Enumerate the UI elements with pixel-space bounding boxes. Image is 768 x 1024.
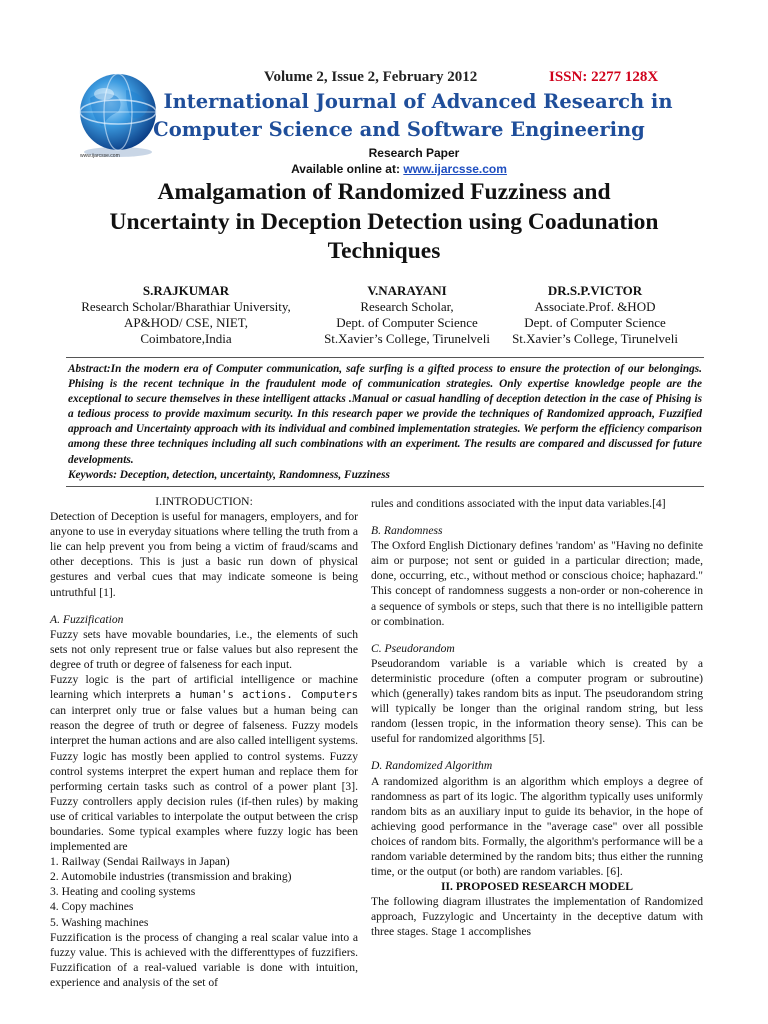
randomized-algorithm-paragraph: A randomized algorithm is an algorithm which employs a degree of randomness as part of its logic. The algorithm typically uses uniformly random bits as an auxiliary input to guide its behavior, in the hope of achieving good performance in the "average case" over all possible choices of random bits. Formally, the algorithm's performance will be a random variable determined by the random bits; thus either the running time, or the output (or both) are random variables. [6]. [371,774,703,879]
available-label: Available online at: [291,162,404,176]
title-line3: Techniques [327,238,441,264]
subsection-pseudorandom: C. Pseudorandom [371,641,455,655]
abstract-text: Abstract:In the modern era of Computer communication, safe surfing is a gifted process to ensure the protection of our belongings. Phising is the recent technique in the fraudulent mode of communication strategies. Only expertise knowledge people are the exceptional to secure themselves in these intelligent attacks .Manual or casual handling of deception detection in the case of Phising is a tedious process to provide maximum security. In this research paper we provide the techniques of Randomized approach, Fuzzified approach and Uncertainty approach with its individual and combined implementation strategies. We perform the efficiency comparison among these three techniques including all such combinations with an experiment. The results are compared and discussed for future developments. [68,363,702,466]
issn: ISSN: 2277 128X [549,69,659,85]
section-heading-introduction: I.INTRODUCTION: [155,495,253,508]
author-affiliation: Dept. of Computer Science [524,315,666,330]
journal-url-link[interactable]: www.ijarcsse.com [403,162,507,176]
list-item: 1. Railway (Sendai Railways in Japan) [50,855,230,869]
author-affiliation: Research Scholar/Bharathiar University, [81,299,291,314]
list-item: 2. Automobile industries (transmission and braking) [50,870,292,884]
author-2 [312,283,502,347]
abstract-box [66,357,704,487]
left-column [50,494,358,990]
right-column [371,496,703,940]
author-affiliation: Research Scholar, [360,299,454,314]
author-affiliation: St.Xavier’s College, Tirunelveli [324,331,490,346]
fuzzification-paragraph-2: Fuzzy logic is the part of artificial intelligence or machine learning which interprets a human's actions. Computers can interpret only true or false values but a human being can reason the degree of truth or degree of falseness. Fuzzy models interpret the human actions and are also called intelligent systems. Fuzzy logic has mostly been applied to control systems. Fuzzy control systems interpret the expert human and replace them for performing certain tasks such as control of a power plant [3]. Fuzzy controllers apply decision rules (if-then rules) by making use of critical variables to interpolate the output between the crisp boundaries. Some typical examples where fuzzy logic has been implemented are [50,673,358,854]
list-item: 4. Copy machines [50,900,134,914]
list-item: 3. Heating and cooling systems [50,885,196,899]
model-paragraph: The following diagram illustrates the implementation of Randomized approach, Fuzzylogic and Uncertainty in the deceptive datum with three stages. Stage 1 accomplishes [371,895,703,939]
title-line1: Amalgamation of Randomized Fuzziness and [157,179,611,205]
journal-title-line2: Computer Science and Software Engineering [153,118,645,141]
paper-type: Research Paper [368,146,460,160]
fuzzification-paragraph-3: Fuzzification is the process of changing a real scalar value into a fuzzy value. This is achieved with the differenttypes of fuzzifiers. Fuzzification of a real-valued variable is done with intuition, experience and analysis of the set of [50,930,358,989]
author-affiliation: AP&HOD/ CSE, NIET, [124,315,248,330]
author-affiliation: Coimbatore,India [140,331,232,346]
intro-paragraph: Detection of Deception is useful for managers, employers, and for anyone to use in everyday situations where telling the truth from a lie can help prevent you from being a victim of fraud/scams and other deceptions. This is just a basic run down of physical gestures and verbal cues that may indicate someone is being untruthful [1]. [50,510,358,599]
section-heading-proposed-model: II. PROPOSED RESEARCH MODEL [441,880,633,894]
volume-issue: Volume 2, Issue 2, February 2012 [264,69,478,85]
subsection-randomized-algorithm: D. Randomized Algorithm [371,759,493,773]
list-item: 5. Washing machines [50,915,149,929]
randomness-paragraph: The Oxford English Dictionary defines 'random' as "Having no definite aim or purpose; not sent or guided in a particular direction; made, done, occurring, etc., without method or conscious choice; haphazard." This concept of randomness suggests a non-order or non-coherence in a sequence of symbols or steps, such that there is no intelligible pattern or combination. [371,539,703,628]
author-name: DR.S.P.VICTOR [547,283,643,298]
subsection-randomness: B. Randomness [371,524,443,538]
journal-title-line1: International Journal of Advanced Research in [163,90,673,113]
continued-paragraph: rules and conditions associated with the input data variables.[4] [371,497,666,510]
availability-line [0,162,768,176]
author-1 [60,283,312,347]
pseudorandom-paragraph: Pseudorandom variable is a variable which is created by a deterministic procedure (often a computer program or subroutine) which (generally) takes random bits as input. The pseudorandom string will typically be longer than the original random string, but less random (lessen tropic, in the information theory sense). This can be useful for randomized algorithms [5]. [371,656,703,746]
paper-title [0,178,768,267]
author-3 [500,283,690,347]
author-affiliation: Associate.Prof. &HOD [534,299,656,314]
fuzzification-paragraph-1: Fuzzy sets have movable boundaries, i.e., the elements of such sets not only represent true or false values but also represent the degree of truth or degree of falseness for each input. [50,627,358,671]
logo-caption: www.ijarcsse.com [80,153,120,159]
title-line2: Uncertainty in Deception Detection using Coadunation [109,208,659,235]
author-name: V.NARAYANI [367,283,447,298]
author-name: S.RAJKUMAR [142,283,230,298]
keywords: Keywords: Deception, detection, uncertainty, Randomness, Fuzziness [68,468,390,481]
author-affiliation: Dept. of Computer Science [336,315,478,330]
subsection-fuzzification: A. Fuzzification [50,612,124,626]
author-affiliation: St.Xavier’s College, Tirunelveli [512,331,678,346]
